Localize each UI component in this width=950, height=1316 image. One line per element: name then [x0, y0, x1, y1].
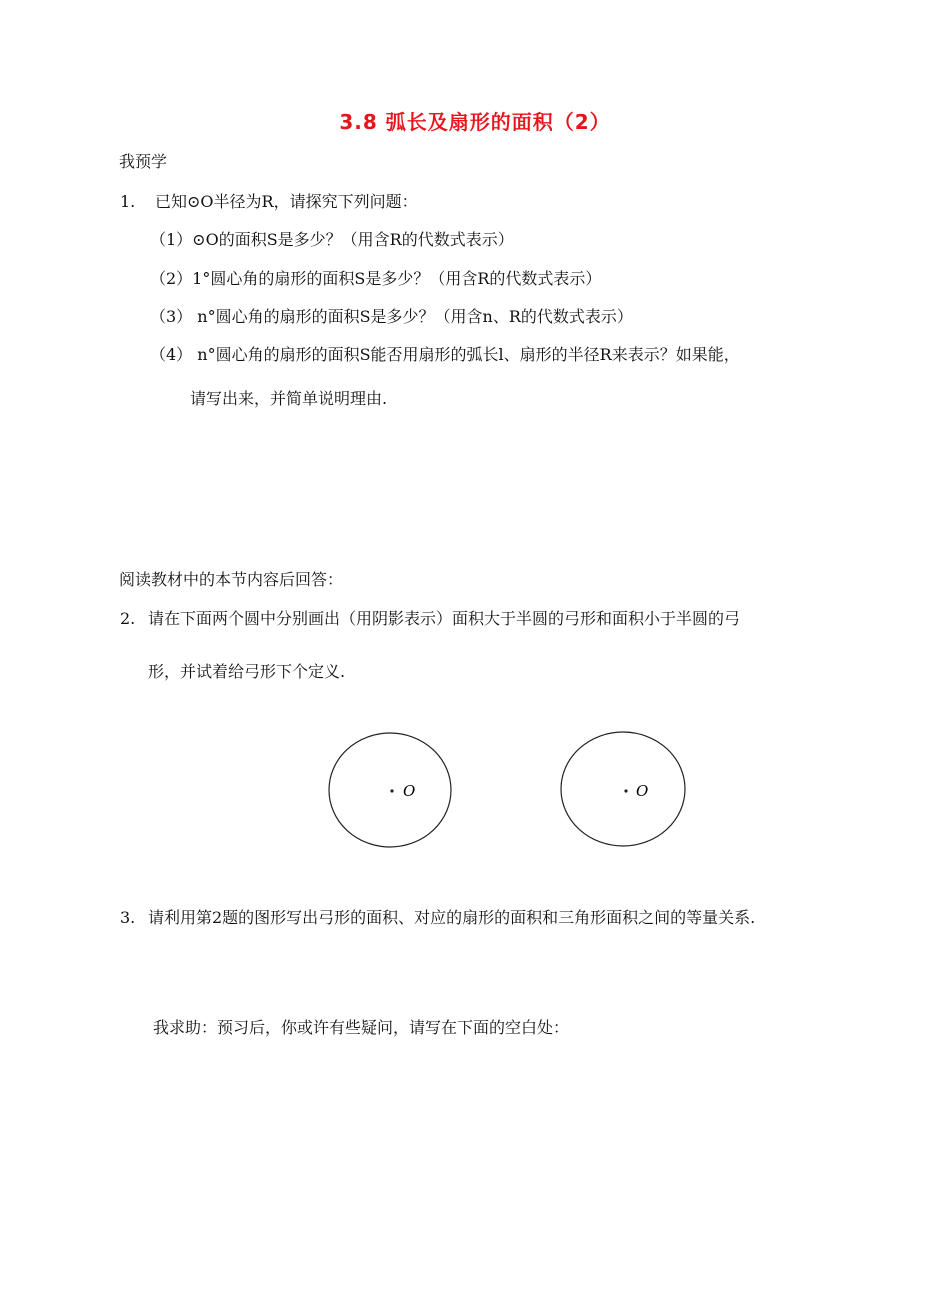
- right-center-label: O: [636, 782, 649, 800]
- right-circle: [561, 732, 685, 846]
- question-1-number: 1.: [120, 192, 136, 211]
- question-3-number: 3.: [120, 908, 136, 927]
- question-2-line-1: 请在下面两个圆中分别画出（用阴影表示）面积大于半圆的弓形和面积小于半圆的弓: [148, 609, 741, 628]
- page-title: 3.8 弧长及扇形的面积（2）: [339, 110, 611, 134]
- question-1-sub-3: （3） n°圆心角的扇形的面积S是多少？（用含n、R的代数式表示）: [150, 307, 633, 326]
- help-request: 我求助：预习后，你或许有些疑问，请写在下面的空白处：: [153, 1018, 570, 1037]
- question-2-number: 2.: [120, 609, 136, 628]
- question-1-sub-4: （4） n°圆心角的扇形的面积S能否用扇形的弧长l、扇形的半径R来表示？如果能，: [150, 345, 740, 364]
- left-center-label: O: [403, 782, 416, 800]
- section-heading-preview: 我预学: [119, 152, 168, 171]
- question-1-sub-4-continued: 请写出来，并简单说明理由.: [190, 389, 388, 408]
- question-3-text: 请利用第2题的图形写出弓形的面积、对应的扇形的面积和三角形面积之间的等量关系.: [148, 908, 756, 927]
- question-1-text: 已知⊙O半径为R，请探究下列问题：: [155, 192, 418, 211]
- question-1-sub-2: （2）1°圆心角的扇形的面积S是多少？（用含R的代数式表示）: [150, 269, 602, 288]
- question-1-sub-1: （1）⊙O的面积S是多少？（用含R的代数式表示）: [150, 230, 514, 249]
- left-center-dot: [390, 789, 393, 792]
- reading-prompt: 阅读教材中的本节内容后回答：: [119, 570, 344, 589]
- question-2-line-2: 形，并试着给弓形下个定义.: [148, 662, 346, 681]
- right-center-dot: [624, 789, 627, 792]
- left-circle: [329, 733, 451, 847]
